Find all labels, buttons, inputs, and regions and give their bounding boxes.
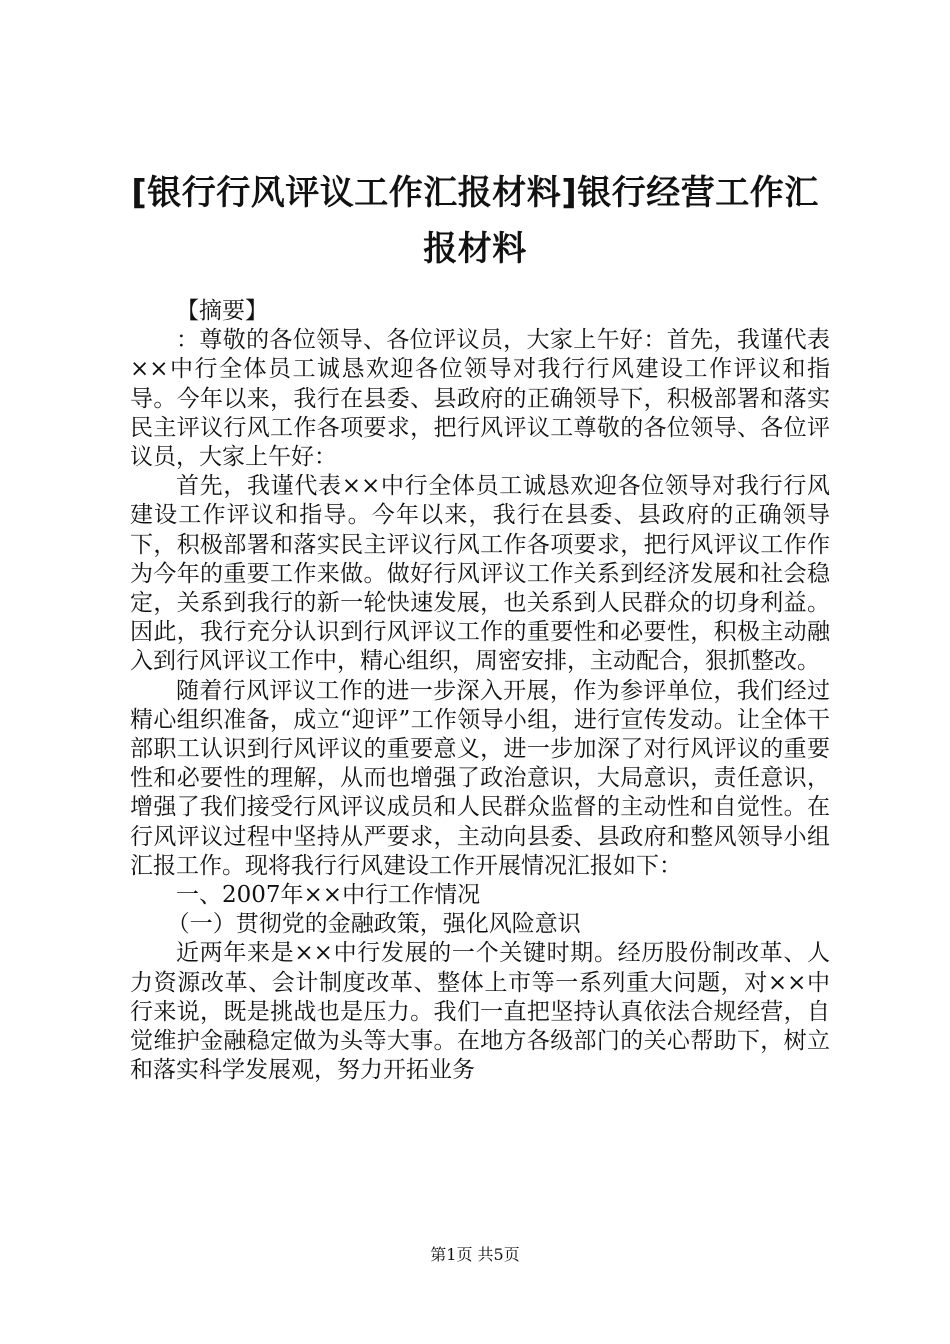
body-paragraph: 随着行风评议工作的进一步深入开展，作为参评单位，我们经过精心组织准备，成立“迎评”工作领导小组，进行宣传发动。让全体干部职工认识到行风评议的重要意义，进一步加深了对行风评议的重要性和必要性的理解，从而也增强了政治意识，大局意识，责任意识，增强了我们接受行风评议成员和人民群众监督的主动性和自觉性。在行风评议过程中坚持从严要求，主动向县委、县政府和整风领导小组汇报工作。现将我行行风建设工作开展情况汇报如下： <box>130 677 830 879</box>
abstract-label: 【摘要】 <box>176 298 268 324</box>
page-footer: 第1页 共5页 <box>430 1245 520 1264</box>
document-title: [银行行风评议工作汇报材料]银行经营工作汇报材料 <box>131 173 819 269</box>
document-body <box>130 297 830 1085</box>
body-paragraph: 近两年来是××中行发展的一个关键时期。经历股份制改革、人力资源改革、会计制度改革、整体上市等一系列重大问题，对××中行来说，既是挑战也是压力。我们一直把坚持认真依法合规经营，自觉维护金融稳定做为头等大事。在地方各级部门的关心帮助下，树立和落实科学发展观，努力开拓业务 <box>130 940 830 1084</box>
body-paragraph: 首先，我谨代表××中行全体员工诚恳欢迎各位领导对我行行风建设工作评议和指导。今年以来，我行在县委、县政府的正确领导下，积极部署和落实民主评议行风工作各项要求，把行风评议工作作为今年的重要工作来做。做好行风评议工作关系到经济发展和社会稳定，关系到我行的新一轮快速发展，也关系到人民群众的切身利益。因此，我行充分认识到行风评议工作的重要性和必要性，积极主动融入到行风评议工作中，精心组织，周密安排，主动配合，狠抓整改。 <box>130 473 830 675</box>
section-heading: 一、2007年××中行工作情况 <box>176 882 481 909</box>
subsection-heading: （一）贯彻党的金融政策，强化风险意识 <box>166 911 581 938</box>
body-paragraph: ：尊敬的各位领导、各位评议员，大家上午好：首先，我谨代表××中行全体员工诚恳欢迎各位领导对我行行风建设工作评议和指导。今年以来，我行在县委、县政府的正确领导下，积极部署和落实民主评议行风工作各项要求，把行风评议工尊敬的各位领导、各位评议员，大家上午好： <box>130 327 830 471</box>
